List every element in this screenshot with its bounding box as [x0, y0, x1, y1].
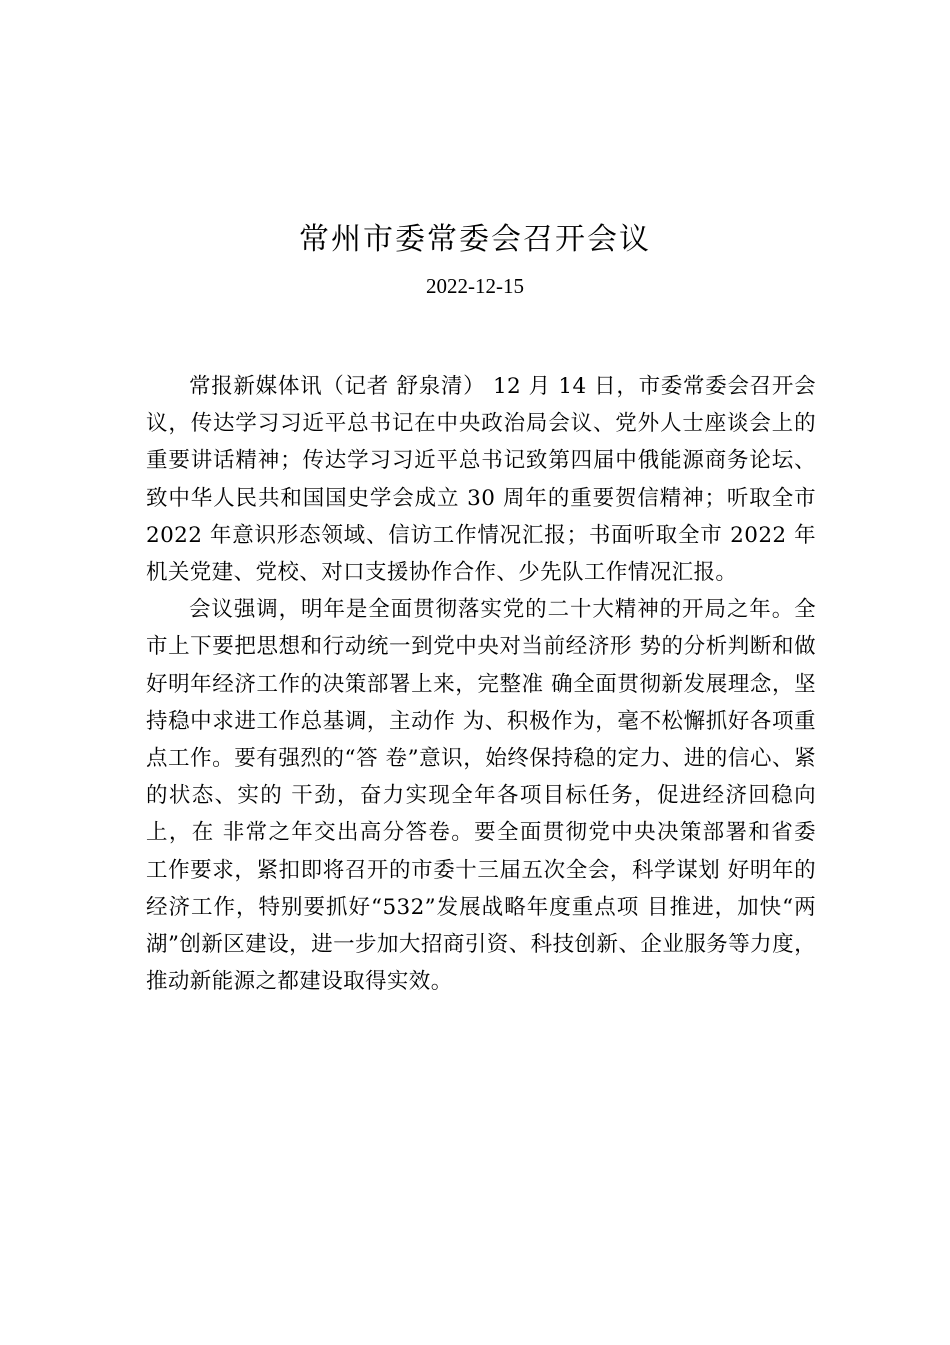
article-date: 2022-12-15 [426, 274, 524, 298]
article-body [146, 368, 816, 1000]
article-paragraph: 常报新媒体讯（记者 舒泉清） 12 月 14 日，市委常委会召开会议，传达学习习近平总书记在中央政治局会议、党外人士座谈会上的重要讲话精神；传达学习习近平总书记致第四届中俄能源商务论坛、致中华人民共和国国史学会成立 30 周年的重要贺信精神；听取全市 2022 年意识形态领域、信访工作情况汇报；书面听取全市 2022 年机关党建、党校、对口支援协作合作、少先队工作情况汇报。 [146, 374, 816, 586]
article-paragraph: 会议强调，明年是全面贯彻落实党的二十大精神的开局之年。全市上下要把思想和行动统一到党中央对当前经济形 势的分析判断和做好明年经济工作的决策部署上来，完整准 确全面贯彻新发展理念，坚持稳中求进工作总基调，主动作 为、积极作为，毫不松懈抓好各项重点工作。要有强烈的“答 卷”意识，始终保持稳的定力、进的信心、紧的状态、实的 干劲，奋力实现全年各项目标任务，促进经济回稳向上，在 非常之年交出高分答卷。要全面贯彻党中央决策部署和省委 工作要求，紧扣即将召开的市委十三届五次全会，科学谋划 好明年的经济工作，特别要抓好“532”发展战略年度重点项 目推进，加快“两湖”创新区建设，进一步加大招商引资、科技创新、企业服务等力度，推动新能源之都建设取得实效。 [146, 597, 816, 995]
article-title: 常州市委常委会召开会议 [299, 222, 651, 257]
